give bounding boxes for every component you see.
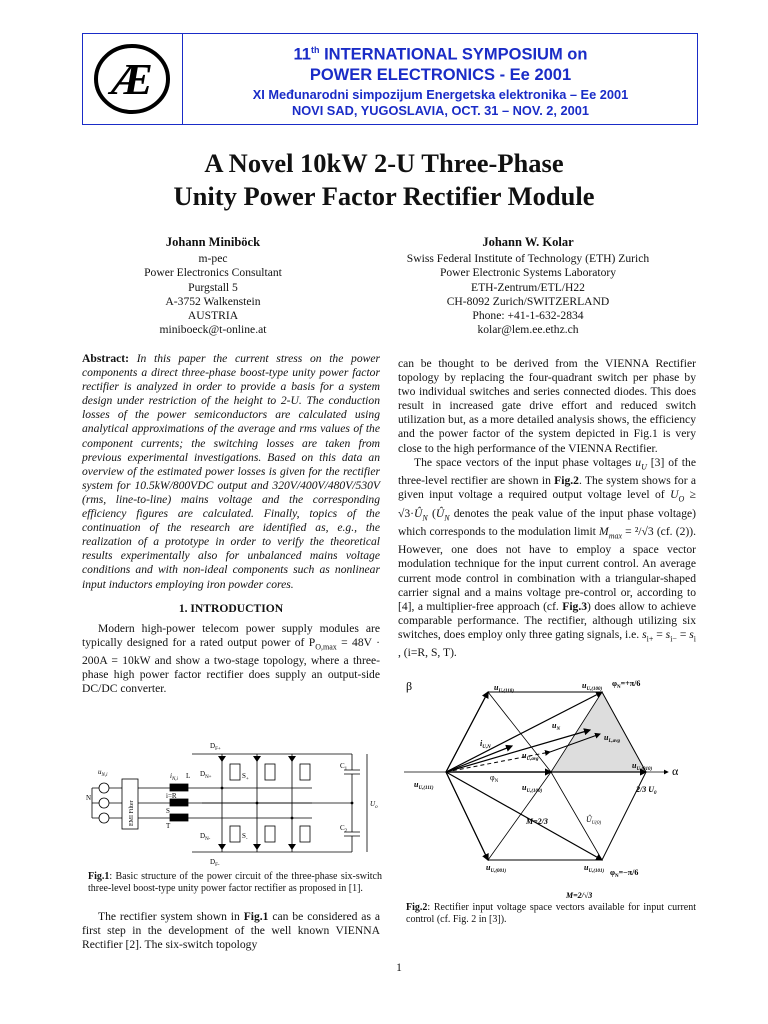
- paragraph-vienna: can be thought to be derived from the VIENNA Rectifier topology by replacing the four-quadrant switch per phase by two individual switches and series connected diodes. This does result in increased gate drive effort and reduced switch utilization but, as a more detailed analysis shows, the efficiency and the power factor of the system depicted in Fig.1 is very close to the high performance of the VIENNA Rectifier.: [398, 357, 696, 455]
- figure-2-space-vectors: [400, 672, 700, 900]
- title-line-2: Unity Power Factor Rectifier Module: [173, 181, 595, 211]
- label-r: i=R: [166, 792, 177, 800]
- phi-bottom-label: $\varphi_N=-\pi/6$: [610, 868, 639, 879]
- symposium-logo: [83, 34, 183, 124]
- author-block-2: [360, 234, 696, 338]
- svg-text:Æ: Æ: [111, 55, 153, 104]
- affil-line: Swiss Federal Institute of Technology (ETH) Zurich: [406, 252, 650, 265]
- affil-line: CH-8092 Zurich/SWITZERLAND: [446, 294, 610, 308]
- phi-n-label: $\varphi_N$: [490, 773, 499, 784]
- page-number: 1: [396, 962, 402, 974]
- affil-line: A-3752 Walkenstein: [165, 294, 261, 308]
- vec-label: $u_{U,(001)}$: [486, 863, 507, 874]
- left-column: [82, 352, 380, 696]
- label-l: L: [186, 772, 191, 780]
- conference-header: [82, 33, 698, 125]
- author-name: Johann W. Kolar: [482, 235, 574, 249]
- author-block-1: [80, 234, 346, 338]
- label-dnp: $D_{N+}$: [200, 770, 212, 780]
- paper-title: [0, 147, 768, 213]
- vec-label-un: $u_N$: [552, 721, 561, 732]
- alpha-axis-label: α: [672, 764, 679, 778]
- affil-line: Power Electronics Consultant: [144, 266, 282, 280]
- affil-line: AUSTRIA: [187, 309, 239, 323]
- header-line-1: 11th INTERNATIONAL SYMPOSIUM on: [293, 45, 588, 64]
- header-text: [184, 34, 697, 119]
- label-n: N: [86, 794, 92, 802]
- m-two-thirds-label: M=2/3: [526, 817, 548, 826]
- m-limit-label: M=2/√3: [566, 891, 593, 900]
- beta-axis-label: β: [406, 679, 413, 693]
- right-column: [398, 357, 696, 660]
- vec-label: $u_{U,(101)}$: [584, 863, 605, 874]
- paragraph-space-vectors: The space vectors of the input phase voltages $u_U$ [3] of the three-level rectifier are shown in Fig.2. The system shows for a given input voltage a required output voltage level of $U_O$ ≥ $√3\cdot Û_N$ ($Û_N$ denotes the peak value of the input phase voltage) which corresponds to the modulation limit $M_{max} = ^2/√3$ (cf. (2)). However, one does not have to employ a space vector modulation technique for the input current control. An average current mode control in combination with a triangular-shaped carrier signal and a mains voltage pre-control or, according to [4], a multiplier-free approach (cf. Fig.3) does allow to achieve comparable performance. The rectifier, although utilizing six switches, does employ only three gating signals, i.e. $s_{i+} = s_{i-} = s_i$ , (i=R, S, T).: [398, 455, 697, 660]
- title-line-1: A Novel 10kW 2-U Three-Phase: [204, 148, 564, 178]
- author-name: Johann Miniböck: [165, 235, 261, 249]
- uhat-label: $Û_{U(0)}$: [586, 815, 602, 826]
- figure-1-caption: Fig.1: Basic structure of the power circuit of the three-phase six-switch three-level boost-type unity power factor rectifier as proposed in [1].: [88, 871, 382, 894]
- label-dnm: $D_{N-}$: [200, 832, 211, 842]
- left-column-continued: [82, 910, 380, 952]
- vec-label: $u_{U,(100)}$: [522, 783, 543, 794]
- circuit-diagram: [82, 734, 382, 872]
- label-dfm: $D_{F-}$: [210, 858, 220, 868]
- header-line-2: POWER ELECTRONICS - Ee 2001: [309, 65, 572, 84]
- author-email[interactable]: kolar@lem.ee.ethz.ch: [477, 323, 579, 337]
- u0-label: 2/3 $U_0$: [636, 785, 657, 796]
- label-un: $u_{N,i}$: [98, 768, 108, 778]
- label-s: S: [166, 807, 170, 815]
- phi-top-label: $\varphi_N=+\pi/6$: [612, 679, 641, 690]
- intro-paragraph: Modern high-power telecom power supply modules are typically designed for a rated output power of $P_{O,max} = 48V \cdot 200A = 10kW$ and show a two-stage topology, where a three-phase high power factor rectifier does supply an output-side DC/DC converter.: [82, 621, 380, 696]
- label-sp: $S_+$: [242, 772, 249, 782]
- paragraph-rectifier-system: The rectifier system shown in Fig.1 can be considered as a first step in the development of the well known VIENNA Rectifier [2]. The six-switch topology: [82, 910, 381, 952]
- figure-1-circuit: [82, 734, 382, 872]
- header-line-3: XI Međunarodni simpozijum Energetska elektronika – Ee 2001: [252, 86, 629, 102]
- abstract: Abstract: In this paper the current stress on the power components a direct three-phase boost-type unity power factor rectifier is analyzed in order to provide a basis for a system design under restriction of the height to 2-U. The conduction losses of the power semiconductors are calculated using analytical approximations of the average and rms values of the component currents; the switching losses are taken from previous experimental investigations. Based on this data an overview of the estimated power losses is given for the rectifier system for 10.5kW/800VDC output and 320V/400V/480V/530V (rms, line-to-line) mains voltage and the corresponding efficiency figures are calculated. Finally, topics of the continuation of the research are identified as, e.g., the realization of a prototype in order to verify the theoretical results experimentally also for unbalanced mains voltage conditions and with non-ideal components such as nonlinear input inductors employing iron powder cores.: [82, 352, 381, 591]
- section-heading-introduction: 1. INTRODUCTION: [178, 601, 284, 615]
- vec-label-uuavg: $u_{U,avg}$: [522, 751, 539, 762]
- label-c1: $C_1$: [340, 762, 348, 772]
- vec-label: $u_{U,(010)}$: [632, 761, 653, 772]
- author-email[interactable]: miniboeck@t-online.at: [159, 323, 267, 337]
- affil-line: m-pec: [198, 252, 228, 265]
- affil-line: Phone: +41-1-632-2834: [472, 309, 584, 323]
- vec-label: $u_{U,(111)}$: [414, 780, 434, 791]
- affil-line: Purgstall 5: [188, 280, 238, 294]
- label-c2: $C_2$: [340, 824, 348, 834]
- affil-line: Power Electronic Systems Laboratory: [439, 266, 617, 280]
- space-vector-diagram: [400, 672, 700, 900]
- label-dfp: $D_{F+}$: [210, 742, 221, 752]
- label-emi-filter: EMI Filter: [129, 800, 135, 826]
- affil-line: ETH-Zentrum/ETL/H22: [471, 280, 585, 294]
- vec-label: $u_{U,(110)}$: [494, 683, 514, 694]
- label-uo: $U_o$: [370, 800, 378, 810]
- label-t: T: [166, 822, 171, 830]
- label-sm: $S_-$: [242, 832, 248, 842]
- vec-label-ulavg: $u_{L,avg}$: [604, 733, 620, 744]
- figure-2-caption: Fig.2: Rectifier input voltage space vectors available for input current control (cf. Fig. 2 in [3]).: [406, 902, 696, 925]
- current-vector-label: $i_{U,N}$: [480, 739, 491, 750]
- vec-label: $u_{U,(100)}$: [582, 681, 603, 692]
- header-line-4: NOVI SAD, YUGOSLAVIA, OCT. 31 – NOV. 2, 2001: [291, 102, 590, 118]
- ee-logo-icon: [83, 34, 182, 124]
- label-in: $i_{N,i}$: [170, 772, 178, 782]
